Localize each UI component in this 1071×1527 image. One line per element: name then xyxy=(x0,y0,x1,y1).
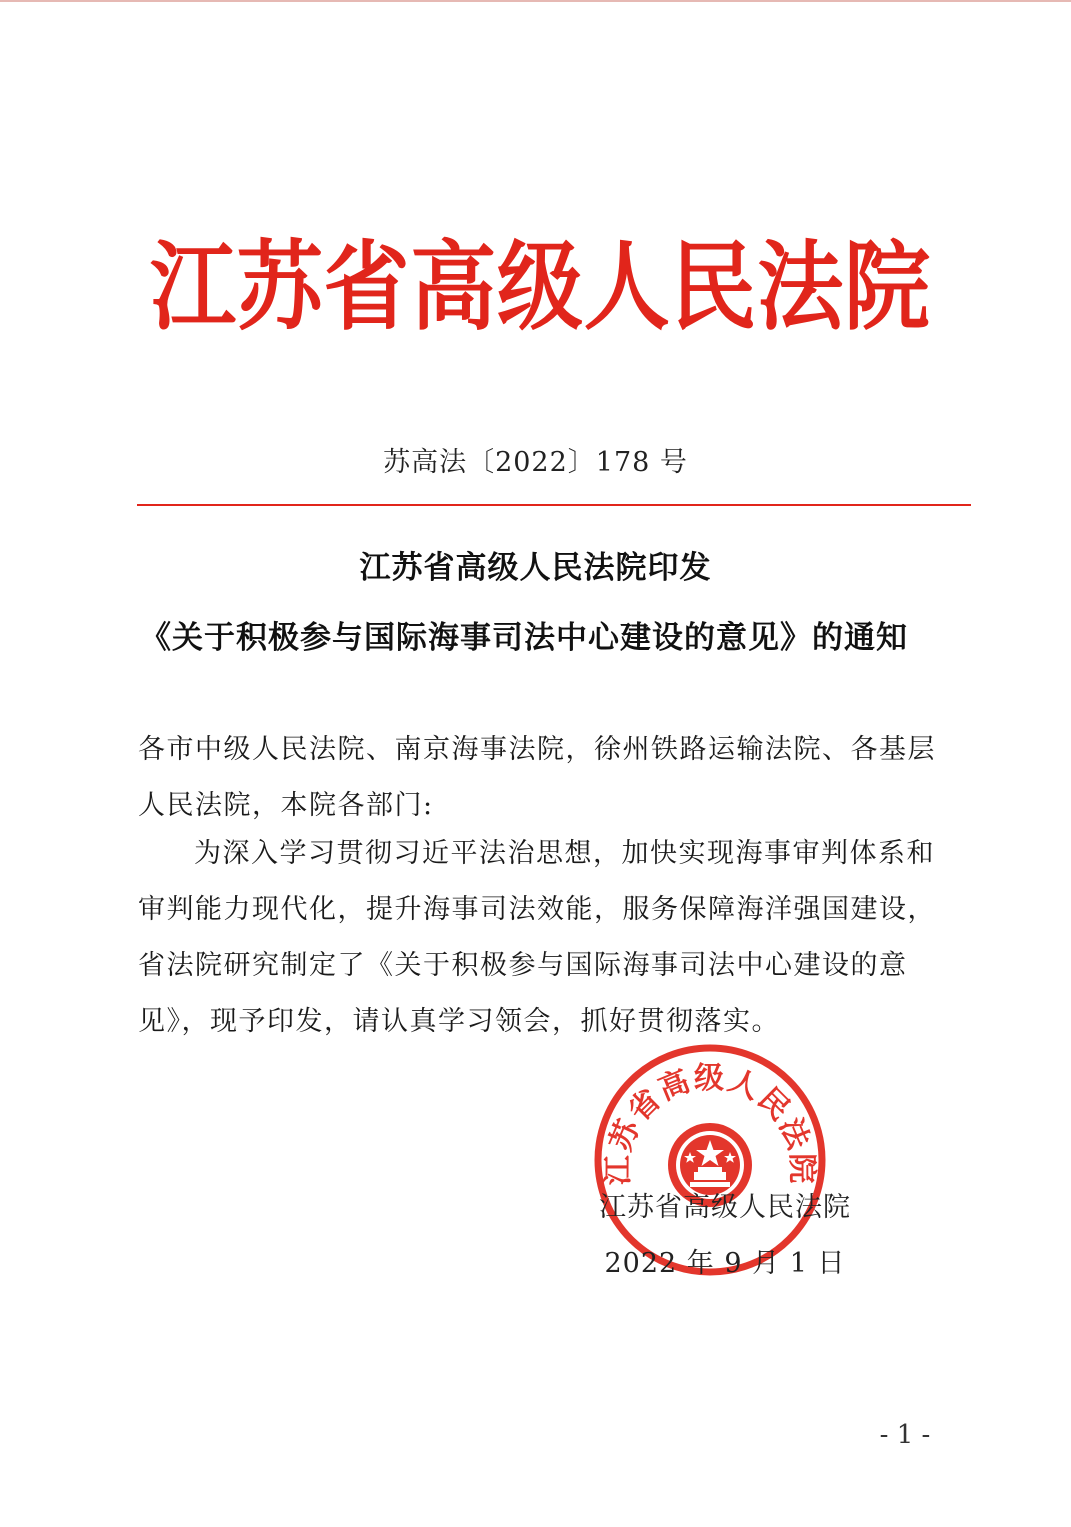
signature-org: 江苏省高级人民法院 xyxy=(599,1192,851,1223)
document-title-line-2: 《关于积极参与国际海事司法中心建设的意见》的通知 xyxy=(140,620,908,656)
masthead-char: 苏 xyxy=(236,232,323,344)
document-title-line-1: 江苏省高级人民法院印发 xyxy=(359,550,712,586)
signature-block xyxy=(585,1180,865,1292)
masthead xyxy=(150,221,930,355)
page-top-edge xyxy=(0,0,1071,2)
masthead-char: 院 xyxy=(844,232,930,344)
document-number: 苏高法〔2022〕178 号 xyxy=(383,447,688,478)
masthead-char: 人 xyxy=(583,232,670,344)
red-separator-line xyxy=(137,504,971,506)
masthead-char: 级 xyxy=(497,232,583,344)
masthead-char: 江 xyxy=(150,232,236,344)
masthead-char: 民 xyxy=(670,232,757,344)
masthead-char: 省 xyxy=(323,232,410,344)
masthead-char: 法 xyxy=(757,232,844,344)
page-number: - 1 - xyxy=(879,1420,931,1450)
body-paragraph: 为深入学习贯彻习近平法治思想，加快实现海事审判体系和审判能力现代化，提升海事司法效能，服务保障海洋强国建设，省法院研究制定了《关于积极参与国际海事司法中心建设的意见》，现予印发，请认真学习领会，抓好贯彻落实。 xyxy=(138,838,936,1037)
seal-text: 江苏省高级人民法院 xyxy=(600,1060,820,1186)
masthead-char: 高 xyxy=(410,232,497,344)
recipient-line: 各市中级人民法院、南京海事法院，徐州铁路运输法院、各基层人民法院，本院各部门: xyxy=(138,734,936,821)
signature-date: 2022 年 9 月 1 日 xyxy=(604,1248,846,1279)
